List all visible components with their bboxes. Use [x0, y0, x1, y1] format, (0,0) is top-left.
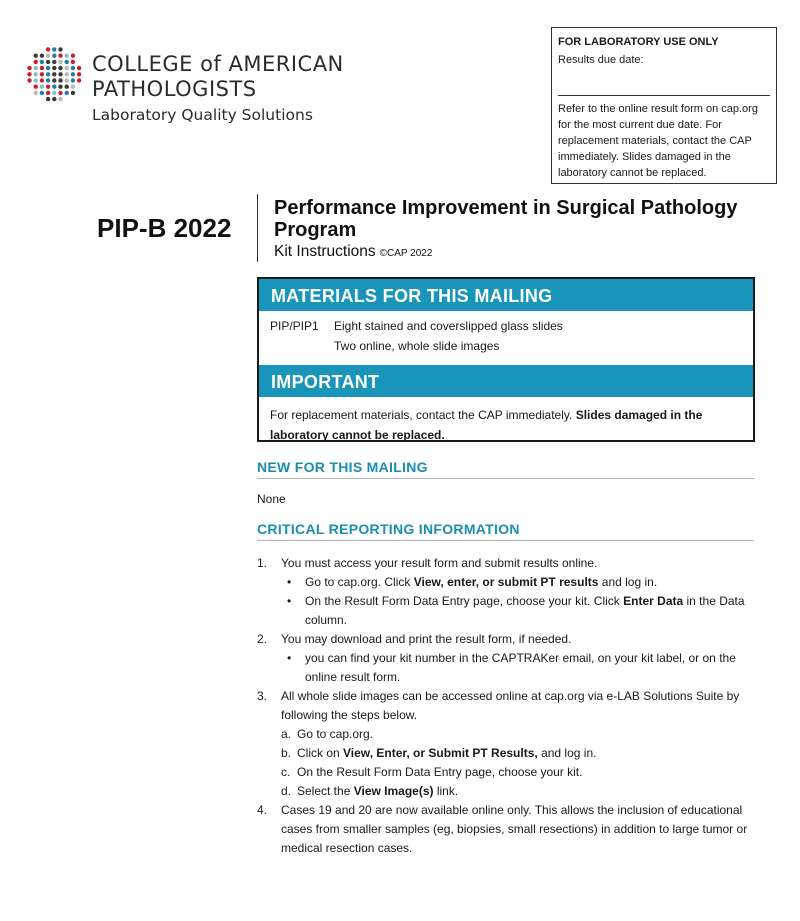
logo-text-line1: COLLEGE of AMERICAN: [92, 52, 344, 76]
critical-reporting-heading: CRITICAL REPORTING INFORMATION: [257, 521, 754, 541]
step-item: d. Select the View Image(s) link.: [281, 784, 459, 798]
copyright-text: ©CAP 2022: [379, 248, 433, 259]
logo-text-line2: PATHOLOGISTS: [92, 77, 257, 101]
step-item: b. Click on View, Enter, or Submit PT Results, and log in.: [281, 746, 597, 760]
materials-row: [270, 319, 753, 339]
lab-use-title: FOR LABORATORY USE ONLY: [558, 36, 719, 48]
page-subtitle: [274, 243, 432, 261]
important-heading: IMPORTANT: [259, 365, 753, 397]
new-for-mailing-text: None: [257, 492, 286, 506]
materials-row: [270, 339, 753, 359]
step-item: a. Go to cap.org.: [281, 727, 374, 741]
materials-table: [259, 311, 753, 359]
due-date-line: [558, 95, 770, 96]
list-item: 2. You may download and print the result form, if needed.: [257, 632, 572, 646]
list-item: 1. You must access your result form and submit results online.: [257, 556, 598, 570]
critical-reporting-list: [257, 554, 757, 858]
materials-item: Eight stained and coverslipped glass slides: [334, 319, 563, 333]
materials-box: [257, 277, 755, 442]
materials-item: Two online, whole slide images: [334, 339, 500, 353]
bullet-item: • you can find your kit number in the CAPTRAKer email, on your kit label, or on the online result form.: [257, 649, 757, 687]
logo-tagline: Laboratory Quality Solutions: [92, 106, 313, 124]
title-divider: [257, 194, 258, 262]
list-item: 4. Cases 19 and 20 are now available online only. This allows the inclusion of educational cases from smaller samples (eg, biopsies, small resections) in addition to large tumor or medical resection cases.: [257, 803, 748, 855]
materials-heading: MATERIALS FOR THIS MAILING: [259, 279, 753, 311]
bullet-icon: •: [287, 594, 292, 608]
important-bold-text: Slides damaged in the laboratory cannot be replaced.: [270, 408, 703, 442]
list-item: 3. All whole slide images can be accessed online at cap.org via e-LAB Solutions Suite by following the steps below.: [257, 689, 740, 722]
lab-use-box: [551, 27, 777, 184]
bullet-icon: •: [287, 651, 292, 665]
new-for-mailing-heading: NEW FOR THIS MAILING: [257, 459, 754, 479]
results-due-label: Results due date:: [558, 54, 644, 66]
important-text: For replacement materials, contact the CAP immediately. Slides damaged in the laboratory cannot be replaced.: [270, 408, 703, 442]
bullet-icon: •: [287, 575, 292, 589]
lab-use-note: Refer to the online result form on cap.org for the most current due date. For replacement materials, contact the CAP immediately. Slides damaged in the laboratory cannot be replaced.: [558, 103, 758, 179]
materials-code: PIP/PIP1: [270, 319, 319, 333]
bullet-item: • On the Result Form Data Entry page, choose your kit. Click Enter Data in the Data column.: [257, 592, 757, 630]
bullet-item: • Go to cap.org. Click View, enter, or submit PT results and log in.: [257, 573, 757, 592]
subtitle-text: Kit Instructions: [274, 243, 376, 260]
page-title: Performance Improvement in Surgical Pathology Program: [274, 197, 738, 241]
program-id: PIP-B 2022: [97, 213, 232, 243]
cap-logo-dots-icon: [26, 46, 82, 102]
step-item: c. On the Result Form Data Entry page, choose your kit.: [281, 765, 583, 779]
